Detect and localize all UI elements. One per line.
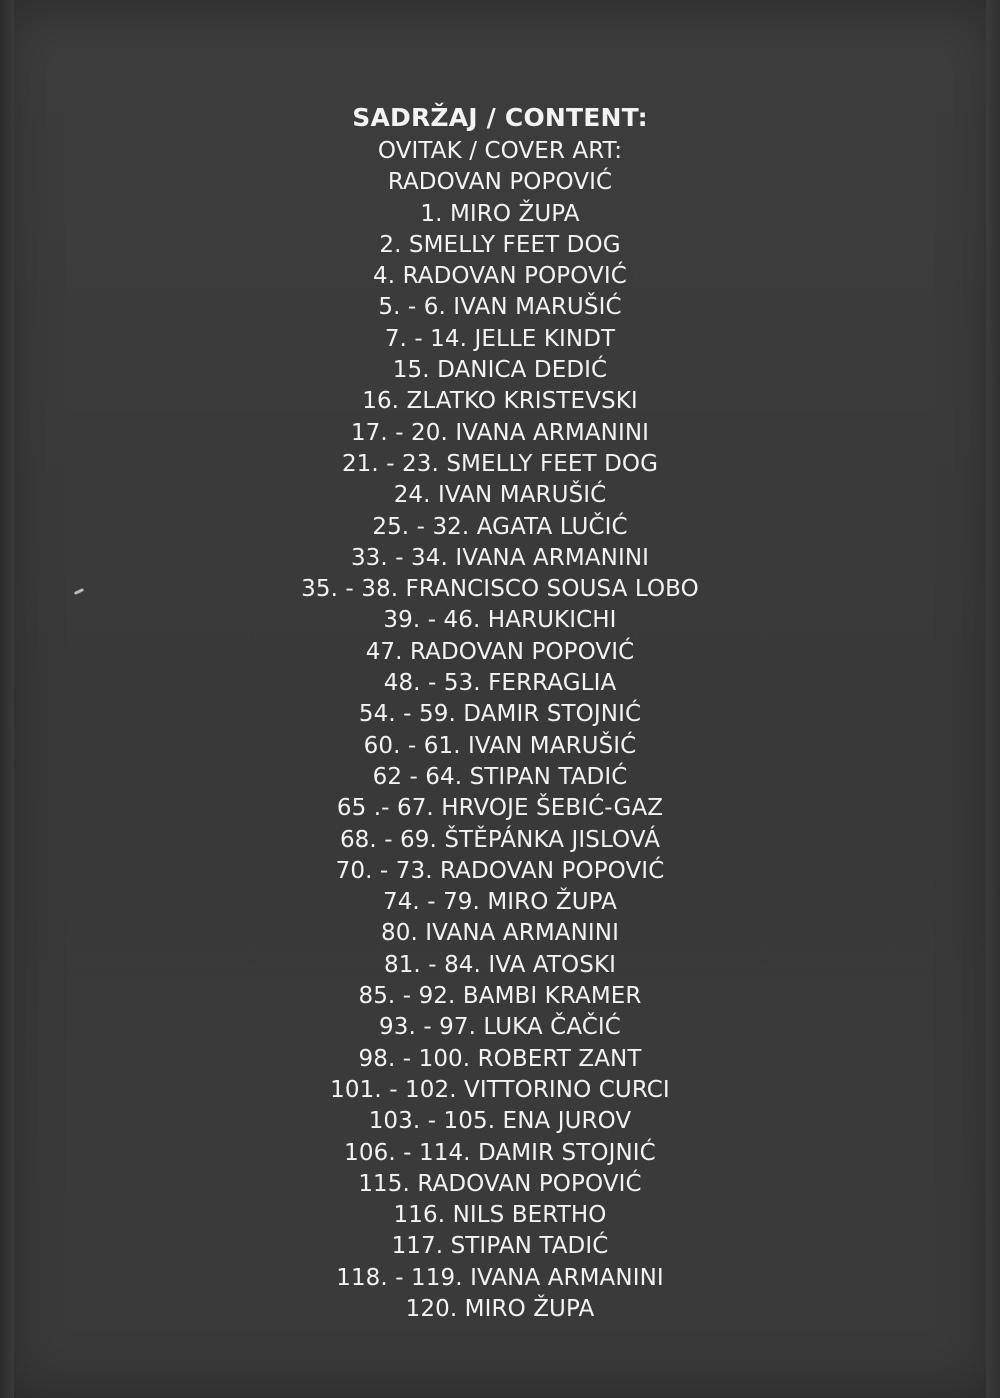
toc-entry: 62 - 64. STIPAN TADIĆ bbox=[372, 763, 628, 790]
cover-art-label: OVITAK / COVER ART: bbox=[377, 138, 623, 164]
toc-entry: 16. ZLATKO KRISTEVSKI bbox=[362, 388, 638, 415]
toc-entry: 93. - 97. LUKA ČAČIĆ bbox=[379, 1014, 621, 1041]
toc-entry: 2. SMELLY FEET DOG bbox=[379, 231, 621, 258]
toc-entry: 65 .- 67. HRVOJE ŠEBIĆ-GAZ bbox=[336, 795, 664, 822]
toc-entry: 80. IVANA ARMANINI bbox=[381, 920, 619, 947]
toc-entries bbox=[0, 199, 1000, 1326]
toc-entry: 117. STIPAN TADIĆ bbox=[391, 1233, 609, 1260]
toc-entry: 106. - 114. DAMIR STOJNIĆ bbox=[344, 1139, 656, 1166]
toc-entry: 118. - 119. IVANA ARMANINI bbox=[336, 1264, 664, 1291]
toc-entry: 5. - 6. IVAN MARUŠIĆ bbox=[378, 294, 622, 321]
toc-entry: 103. - 105. ENA JUROV bbox=[368, 1108, 632, 1135]
toc-entry: 21. - 23. SMELLY FEET DOG bbox=[341, 450, 659, 477]
toc-heading: SADRŽAJ / CONTENT: bbox=[352, 103, 648, 132]
toc-entry: 68. - 69. ŠTĚPÁNKA JISLOVÁ bbox=[339, 826, 661, 853]
toc-entry: 116. NILS BERTHO bbox=[393, 1202, 607, 1229]
toc-entry: 74. - 79. MIRO ŽUPA bbox=[382, 889, 618, 916]
toc-entry: 81. - 84. IVA ATOSKI bbox=[383, 951, 617, 978]
toc-entry: 35. - 38. FRANCISCO SOUSA LOBO bbox=[301, 576, 699, 603]
toc-entry: 33. - 34. IVANA ARMANINI bbox=[350, 544, 650, 571]
toc-entry: 47. RADOVAN POPOVIĆ bbox=[365, 638, 635, 665]
toc-entry: 115. RADOVAN POPOVIĆ bbox=[358, 1170, 642, 1197]
toc-entry: 85. - 92. BAMBI KRAMER bbox=[358, 983, 642, 1010]
toc-entry: 1. MIRO ŽUPA bbox=[420, 200, 580, 227]
toc-entry: 120. MIRO ŽUPA bbox=[405, 1295, 595, 1322]
toc-entry: 39. - 46. HARUKICHI bbox=[383, 607, 617, 634]
cover-art-artist: RADOVAN POPOVIĆ bbox=[387, 169, 613, 196]
table-of-contents bbox=[0, 100, 1000, 1325]
toc-entry: 15. DANICA DEDIĆ bbox=[392, 357, 608, 384]
toc-entry: 7. - 14. JELLE KINDT bbox=[384, 325, 616, 352]
toc-entry: 54. - 59. DAMIR STOJNIĆ bbox=[358, 701, 642, 728]
toc-entry: 48. - 53. FERRAGLIA bbox=[383, 670, 617, 697]
toc-entry: 98. - 100. ROBERT ZANT bbox=[358, 1045, 642, 1072]
toc-entry: 70. - 73. RADOVAN POPOVIĆ bbox=[335, 857, 665, 884]
toc-entry: 4. RADOVAN POPOVIĆ bbox=[373, 263, 627, 290]
toc-entry: 60. - 61. IVAN MARUŠIĆ bbox=[363, 732, 637, 759]
toc-entry: 101. - 102. VITTORINO CURCI bbox=[330, 1076, 670, 1103]
toc-entry: 17. - 20. IVANA ARMANINI bbox=[350, 419, 650, 446]
toc-entry: 24. IVAN MARUŠIĆ bbox=[393, 482, 607, 509]
toc-entry: 25. - 32. AGATA LUČIĆ bbox=[372, 513, 628, 540]
